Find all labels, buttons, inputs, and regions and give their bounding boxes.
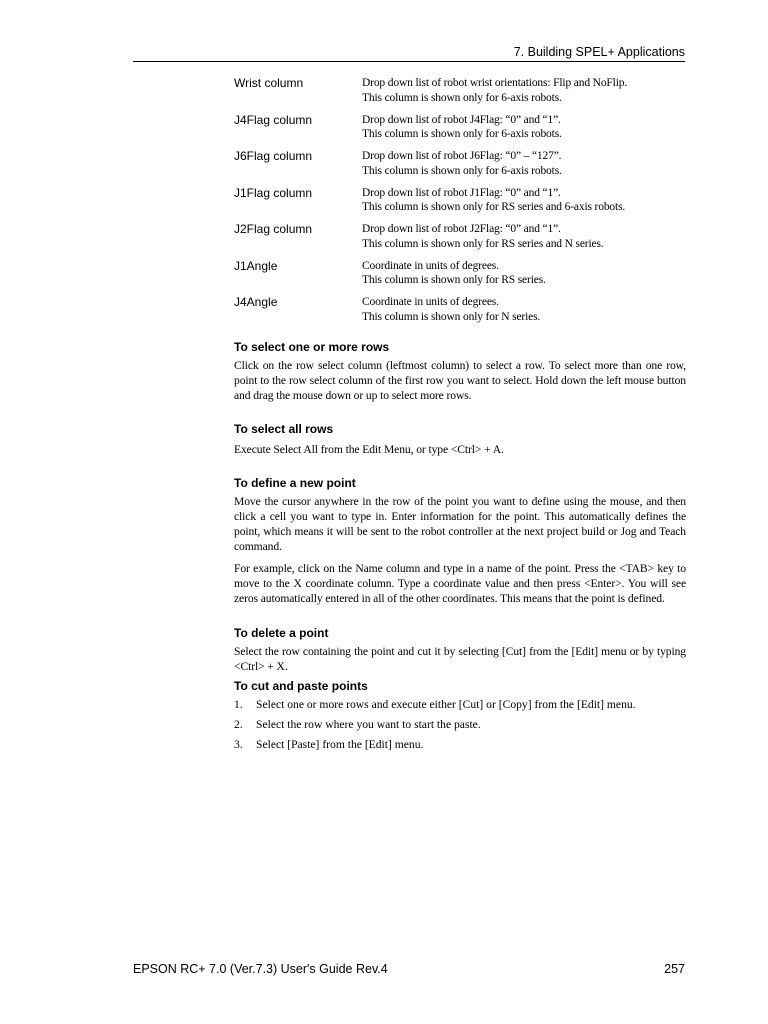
running-header: 7. Building SPEL+ Applications (513, 45, 685, 59)
description-line: This column is shown only for 6-axis robots. (362, 91, 562, 104)
list-item (234, 717, 686, 732)
description-line: Coordinate in units of degrees. (362, 259, 499, 272)
header-rule (133, 61, 685, 62)
section-heading-cut-paste: To cut and paste points (234, 678, 368, 693)
definition-term: J4Angle (234, 295, 278, 309)
page-number: 257 (664, 962, 685, 976)
definition-term: J1Flag column (234, 185, 313, 200)
definition-term: J6Flag column (234, 149, 313, 163)
page-content (234, 76, 686, 752)
definition-term: J2Flag column (234, 222, 313, 236)
list-item (234, 737, 686, 752)
description-line: This column is shown only for RS series and 6-axis robots. (362, 201, 626, 213)
section-heading-select-rows: To select one or more rows (234, 339, 390, 354)
cut-paste-steps (234, 697, 686, 752)
select-all-paragraph: Execute Select All from the Edit Menu, or type <Ctrl> + A. (234, 442, 504, 456)
description-line: Drop down list of robot J4Flag: “0” and “1”. (362, 113, 561, 126)
description-line: Drop down list of robot wrist orientations: Flip and NoFlip. (362, 77, 628, 89)
definition-description (362, 149, 686, 186)
footer-guide-title: EPSON RC+ 7.0 (Ver.7.3) User's Guide Rev.4 (133, 962, 388, 976)
delete-point-paragraph: Select the row containing the point and cut it by selecting [Cut] from the [Edit] menu or by typing <Ctrl> + X. (234, 644, 686, 673)
description-line: This column is shown only for RS series and N series. (362, 237, 604, 250)
description-line: Coordinate in units of degrees. (362, 296, 499, 308)
list-item (234, 697, 686, 712)
definition-description (362, 295, 686, 332)
list-number: 1. (234, 697, 243, 711)
definition-description (362, 113, 686, 150)
definition-item (234, 186, 686, 223)
list-number: 3. (234, 737, 243, 751)
definition-item (234, 76, 686, 113)
definition-item (234, 222, 686, 259)
definition-description (362, 222, 686, 259)
definition-term: Wrist column (234, 76, 304, 90)
definition-description (362, 76, 686, 113)
definition-description (362, 259, 686, 296)
select-rows-paragraph: Click on the row select column (leftmost column) to select a row. To select more than one row, point to the row select column of the first row you want to select. Hold down the left mouse button and drag the mouse down or up to select more rows. (234, 358, 686, 402)
definition-term: J4Flag column (234, 112, 313, 127)
list-text: Select the row where you want to start the paste. (256, 717, 481, 731)
description-line: Drop down list of robot J1Flag: “0” and “1”. (362, 186, 561, 199)
definition-item (234, 149, 686, 186)
define-point-paragraph: Move the cursor anywhere in the row of the point you want to define using the mouse, and then click a cell you want to type in. Enter information for the point. This automatically defines the point, which means it will be sent to the robot controller at the next project build or Jog and Teach command. (234, 494, 686, 554)
section-heading-define-point: To define a new point (234, 475, 356, 490)
list-text: Select [Paste] from the [Edit] menu. (256, 737, 424, 751)
definition-list (234, 76, 686, 332)
definition-item (234, 259, 686, 296)
description-line: This column is shown only for RS series. (362, 274, 546, 286)
define-point-example-paragraph: For example, click on the Name column and type in a name of the point. Press the <TAB> key to move to the X coordinate column. Type a coordinate value and then press <Enter>. You will see zeros automatically entered in all of the other coordinates. This means that the point is defined. (234, 562, 686, 606)
definition-item (234, 295, 686, 332)
definition-description (362, 186, 686, 223)
list-text: Select one or more rows and execute either [Cut] or [Copy] from the [Edit] menu. (256, 697, 636, 711)
description-line: Drop down list of robot J2Flag: “0” and “1”. (362, 223, 561, 235)
definition-item (234, 113, 686, 150)
section-heading-select-all: To select all rows (234, 421, 334, 436)
description-line: This column is shown only for 6-axis robots. (362, 164, 562, 177)
description-line: This column is shown only for N series. (362, 310, 541, 323)
section-heading-delete-point: To delete a point (234, 625, 329, 640)
description-line: Drop down list of robot J6Flag: “0” – “127”. (362, 150, 562, 162)
description-line: This column is shown only for 6-axis robots. (362, 128, 562, 140)
definition-term: J1Angle (234, 258, 278, 273)
list-number: 2. (234, 717, 243, 731)
